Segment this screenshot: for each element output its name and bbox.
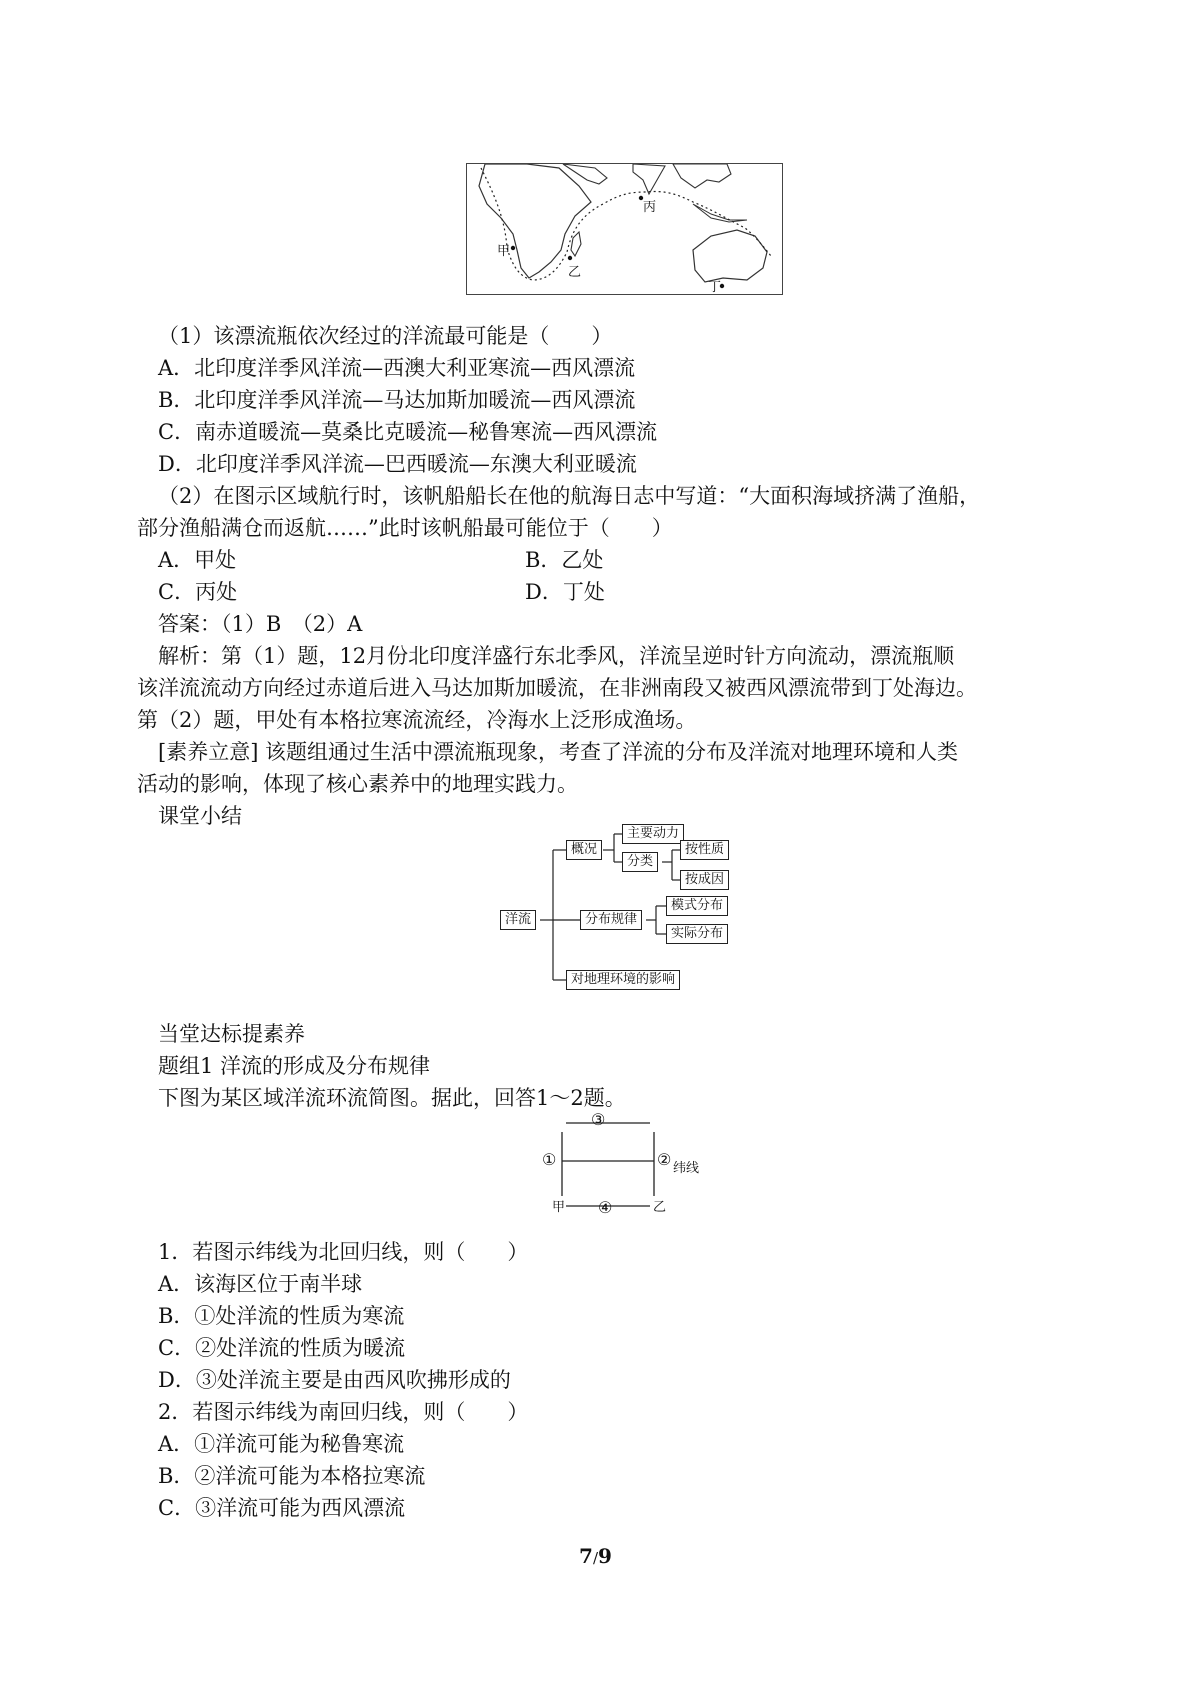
practice-heading: 当堂达标提素养 [158,1022,305,1046]
answer-line: 答案：（1）B （2）A [158,612,363,636]
diagram-label-4: ④ [598,1198,613,1217]
analysis-line-3: 第（2）题，甲处有本格拉寒流流经，冷海水上泛形成渔场。 [137,708,697,732]
q1-option-c: C．南赤道暖流—莫桑比克暖流—秘鲁寒流—西风漂流 [158,420,658,444]
literacy-line-1: [素养立意] 该题组通过生活中漂流瓶现象，考查了洋流的分布及洋流对地理环境和人类 [158,740,959,764]
literacy-line-2: 活动的影响，体现了核心素养中的地理实践力。 [137,772,578,796]
practice-intro: 下图为某区域洋流环流简图。据此，回答1～2题。 [158,1086,626,1110]
summary-heading: 课堂小结 [158,804,242,828]
q2-option-c: C．丙处 [158,580,238,604]
page-current: 7 [579,1544,593,1568]
q2-stem-line1: （2）在图示区域航行时，该帆船船长在他的航海日志中写道：“大面积海域挤满了渔船， [158,484,981,508]
label-bing: 丙 [643,200,657,215]
practice-q1-option-d: D．③处洋流主要是由西风吹拂形成的 [158,1368,511,1392]
practice-q1-option-a: A．该海区位于南半球 [158,1272,363,1296]
q1-option-b: B．北印度洋季风洋流—马达加斯加暖流—西风漂流 [158,388,636,412]
diagram-label-1: ① [542,1150,557,1169]
page-total: 9 [598,1544,612,1568]
diagram-label-yi: 乙 [653,1200,667,1215]
label-yi: 乙 [568,265,582,280]
summary-root-box: 洋流 [500,910,536,930]
label-ding: 丁 [708,280,722,295]
practice-q1-stem: 1．若图示纬线为北回归线，则（ ） [158,1240,529,1264]
practice-q2-option-a: A．①洋流可能为秘鲁寒流 [158,1432,405,1456]
summary-by-cause-box: 按成因 [680,870,729,890]
page-separator: / [592,1549,599,1567]
q2-option-d: D．丁处 [525,580,605,604]
diagram-label-jia: 甲 [552,1200,566,1215]
analysis-line-1: 解析：第（1）题，12月份北印度洋盛行东北季风，洋流呈逆时针方向流动，漂流瓶顺 [158,644,955,668]
practice-group-title: 题组1 洋流的形成及分布规律 [158,1054,431,1078]
summary-impact-box: 对地理环境的影响 [566,970,680,990]
summary-by-nature-box: 按性质 [680,840,729,860]
practice-q2-stem: 2．若图示纬线为南回归线，则（ ） [158,1400,529,1424]
summary-distribution-box: 分布规律 [580,910,642,930]
diagram-latitude-label: 纬线 [673,1161,700,1176]
q1-stem: （1）该漂流瓶依次经过的洋流最可能是（ ） [158,324,613,348]
diagram-label-3: ③ [591,1110,606,1129]
page-number [0,1544,1191,1568]
summary-actual-dist-box: 实际分布 [666,924,728,944]
summary-main-power-box: 主要动力 [622,824,684,844]
practice-q1-option-b: B．①处洋流的性质为寒流 [158,1304,405,1328]
q2-stem-line2: 部分渔船满仓而返航……”此时该帆船最可能位于（ ） [137,516,673,540]
summary-model-dist-box: 模式分布 [666,896,728,916]
q2-option-a: A．甲处 [158,548,237,572]
label-jia: 甲 [497,244,511,259]
practice-q1-option-c: C．②处洋流的性质为暖流 [158,1336,406,1360]
q1-option-d: D．北印度洋季风洋流—巴西暖流—东澳大利亚暖流 [158,452,637,476]
practice-q2-option-b: B．②洋流可能为本格拉寒流 [158,1464,426,1488]
analysis-line-2: 该洋流流动方向经过赤道后进入马达加斯加暖流，在非洲南段又被西风漂流带到丁处海边。 [137,676,977,700]
diagram-label-2: ② [657,1150,672,1169]
summary-overview-box: 概况 [566,840,602,860]
q2-option-b: B．乙处 [525,548,604,572]
practice-q2-option-c: C．③洋流可能为西风漂流 [158,1496,406,1520]
summary-classification-box: 分类 [622,852,658,872]
q1-option-a: A．北印度洋季风洋流—西澳大利亚寒流—西风漂流 [158,356,636,380]
